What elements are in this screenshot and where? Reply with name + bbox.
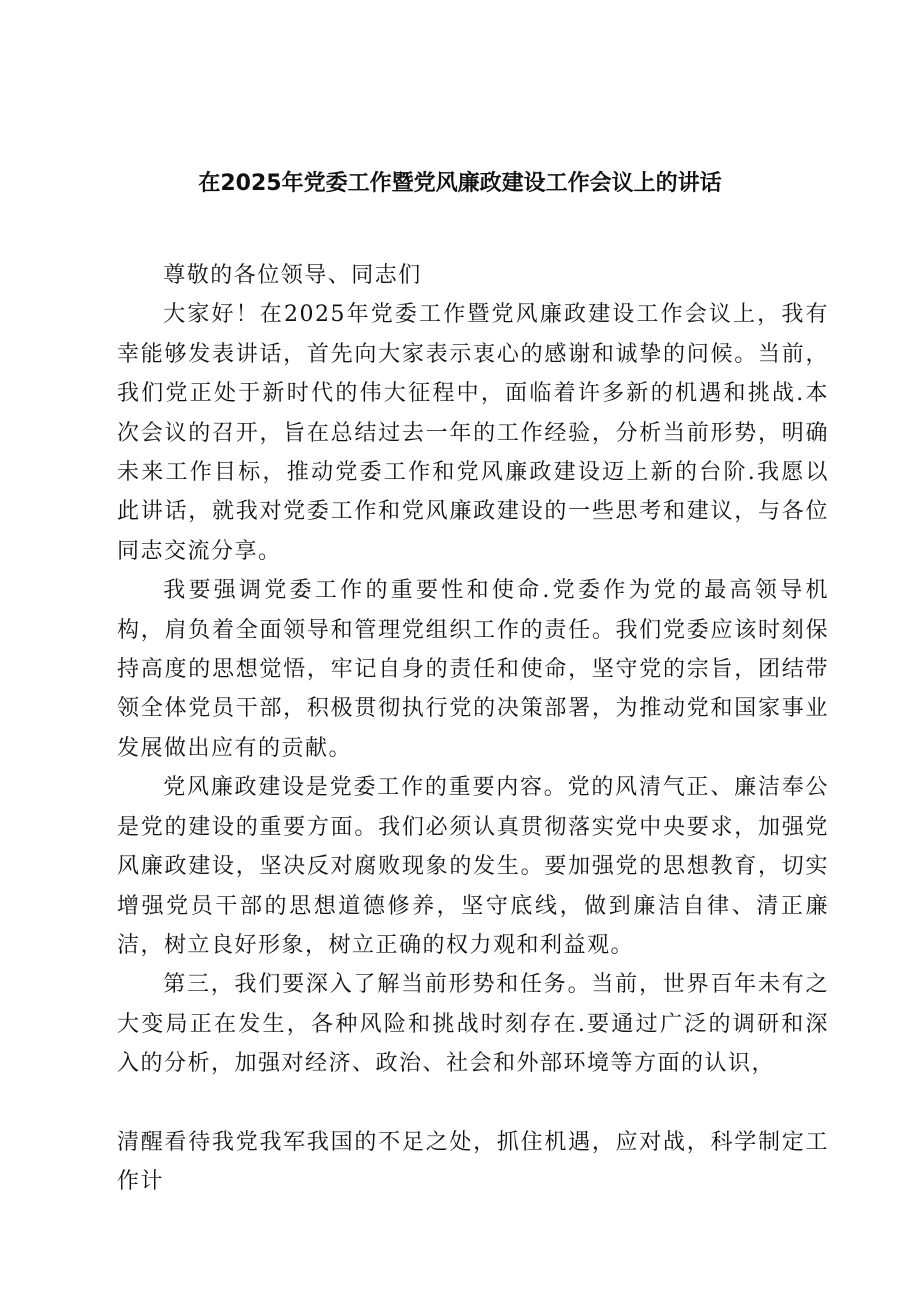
document-body	[117, 256, 829, 1201]
paragraph-party-committee: 我要强调党委工作的重要性和使命.党委作为党的最高领导机构，肩负着全面领导和管理党组织工作的责任。我们党委应该时刻保持高度的思想觉悟，牢记自身的责任和使命，坚守党的宗旨，团结带领全体党员干部，积极贯彻执行党的决策部署，为推动党和国家事业发展做出应有的贡献。	[117, 578, 829, 761]
document-title: 在2025年党委工作暨党风廉政建设工作会议上的讲话	[198, 171, 722, 196]
paragraph-integrity: 党风廉政建设是党委工作的重要内容。党的风清气正、廉洁奉公是党的建设的重要方面。我们必须认真贯彻落实党中央要求，加强党风廉政建设，坚决反对腐败现象的发生。要加强党的思想教育，切实增强党员干部的思想道德修养，坚守底线，做到廉洁自律、清正廉洁，树立良好形象，树立正确的权力观和利益观。	[117, 775, 829, 958]
paragraph-continued: 清醒看待我党我军我国的不足之处，抓住机遇，应对战，科学制定工作计	[117, 1129, 829, 1194]
salutation: 尊敬的各位领导、同志们	[163, 263, 422, 288]
paragraph-situation: 第三，我们要深入了解当前形势和任务。当前，世界百年未有之大变局正在发生，各种风险和挑战时刻存在.要通过广泛的调研和深入的分析，加强对经济、政治、社会和外部环境等方面的认识，	[117, 972, 829, 1077]
paragraph-opening: 大家好！在2025年党委工作暨党风廉政建设工作会议上，我有幸能够发表讲话，首先向大家表示衷心的感谢和诚挚的问候。当前，我们党正处于新时代的伟大征程中，面临着许多新的机遇和挑战.本次会议的召开，旨在总结过去一年的工作经验，分析当前形势，明确未来工作目标，推动党委工作和党风廉政建设迈上新的台阶.我愿以此讲话，就我对党委工作和党风廉政建设的一些思考和建议，与各位同志交流分享。	[117, 302, 829, 564]
